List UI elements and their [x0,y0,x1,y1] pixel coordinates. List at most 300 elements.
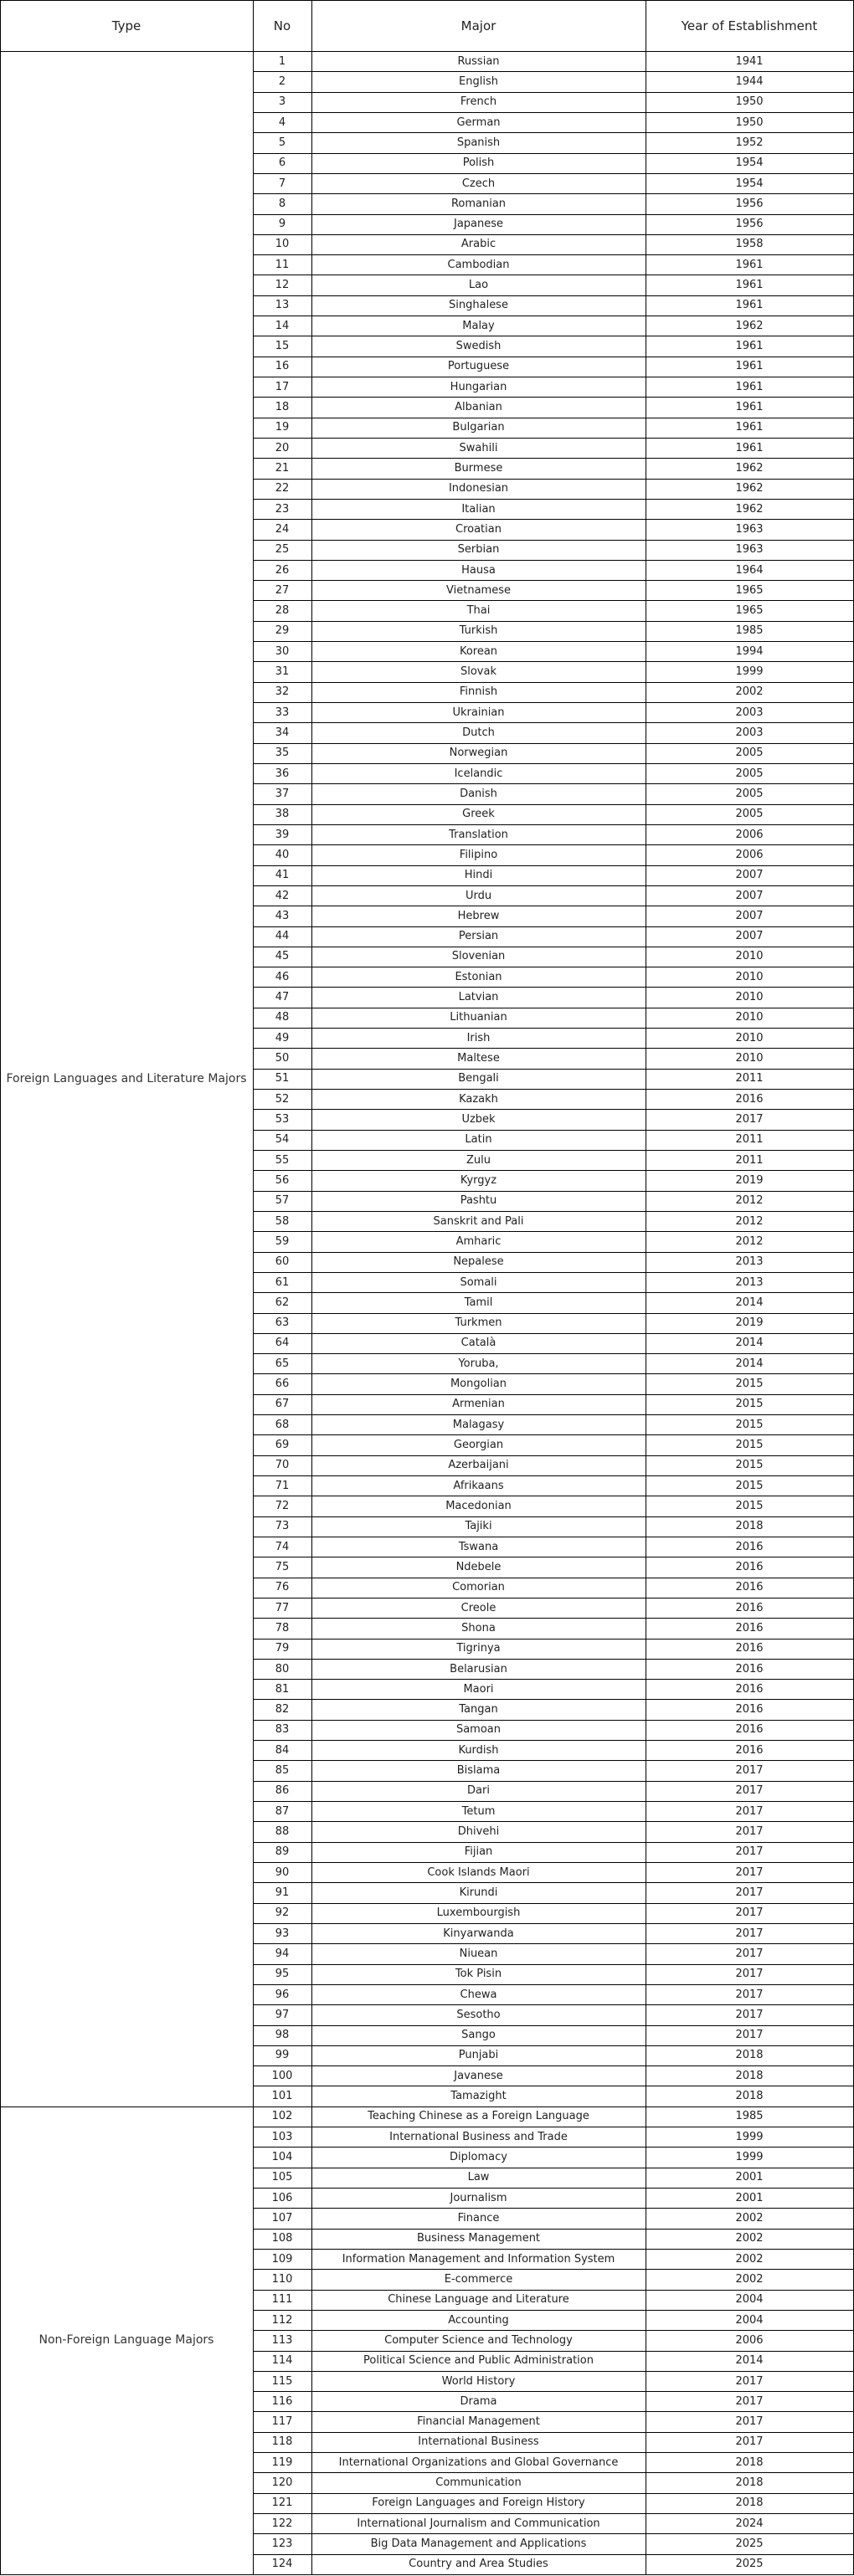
table-row [253,1191,853,1211]
cell-major: Creole [460,1601,496,1614]
row-divider [253,1252,854,1253]
cell-major: Polish [462,157,495,170]
cell-no: 22 [275,482,290,495]
cell-major: International Business [418,2435,539,2449]
cell-no: 55 [275,1153,290,1167]
cell-no: 8 [278,197,286,210]
cell-major: Comorian [452,1581,505,1594]
row-divider [253,1048,854,1049]
cell-major: Azerbaijani [448,1459,509,1472]
row-divider [253,1984,854,1985]
row-divider [253,1923,854,1924]
cell-year: 1962 [735,461,764,475]
row-divider [253,1882,854,1883]
column-divider [253,0,254,2575]
cell-no: 84 [275,1743,290,1757]
cell-major: Croatian [455,522,502,536]
cell-no: 63 [275,1316,290,1330]
cell-no: 109 [271,2252,293,2266]
row-divider [253,112,854,113]
table-row [253,458,853,478]
cell-no: 117 [271,2415,293,2429]
cell-year: 2016 [735,1642,764,1655]
cell-major: Chewa [460,1988,497,2001]
cell-year: 2017 [735,2435,764,2449]
table-row [253,2249,853,2269]
cell-no: 87 [275,1804,290,1818]
table-row [253,377,853,397]
row-divider [253,1943,854,1944]
cell-year: 1999 [735,2130,764,2143]
table-row [253,1598,853,1618]
row-divider [253,2452,854,2453]
cell-no: 114 [271,2354,293,2368]
cell-major: Turkish [459,624,498,638]
table-row [253,661,853,681]
cell-year: 2017 [735,1113,764,1126]
table-row [253,173,853,193]
row-divider [253,844,854,845]
cell-major: Japanese [453,218,504,231]
cell-no: 69 [275,1439,290,1452]
cell-no: 15 [275,340,290,353]
cell-year: 1962 [735,319,764,332]
cell-no: 89 [275,1845,290,1859]
cell-year: 2017 [735,2374,764,2388]
cell-major: Kinyarwanda [443,1927,514,1940]
cell-major: Tajiki [465,1520,492,1533]
cell-year: 1961 [735,299,764,312]
header-type: Type [111,18,141,33]
cell-year: 2025 [735,2558,764,2571]
cell-no: 59 [275,1234,290,1248]
row-divider [253,1781,854,1782]
row-divider [253,254,854,255]
cell-year: 1961 [735,380,764,393]
cell-major: Vietnamese [446,583,511,597]
cell-no: 85 [275,1764,290,1778]
cell-major: Tetum [461,1804,496,1818]
row-divider [253,560,854,561]
cell-no: 12 [275,279,290,292]
cell-major: Hungarian [450,380,507,393]
cell-no: 62 [275,1296,290,1309]
cell-year: 2015 [735,1479,764,1492]
cell-year: 2017 [735,1886,764,1899]
row-divider [253,1842,854,1843]
row-divider [253,1150,854,1151]
row-divider [253,1434,854,1435]
table-row [253,926,853,947]
row-divider [0,2106,854,2107]
cell-year: 2010 [735,970,764,983]
row-divider [253,743,854,744]
cell-year: 2007 [735,930,764,943]
row-divider [253,2351,854,2352]
cell-major: Estonian [455,970,502,983]
cell-year: 1965 [735,604,764,618]
cell-major: Sesotho [456,2008,501,2021]
table-row [253,1170,853,1190]
cell-no: 121 [271,2496,293,2510]
row-divider [253,2493,854,2494]
cell-no: 36 [275,767,290,780]
cell-no: 45 [275,950,290,963]
cell-year: 1961 [735,279,764,292]
row-divider [253,804,854,805]
cell-year: 2018 [735,2049,764,2062]
cell-no: 97 [275,2008,290,2021]
cell-no: 99 [275,2049,290,2062]
cell-no: 1 [278,54,286,68]
cell-major: Swahili [459,441,498,454]
row-divider [253,2432,854,2433]
table-row [253,1394,853,1414]
cell-year: 2017 [735,2008,764,2021]
cell-major: Kurdish [458,1743,499,1757]
row-divider [253,2004,854,2005]
cell-major: Political Science and Public Administration [363,2354,594,2368]
cell-major: Bislama [456,1764,501,1778]
table-row [253,1821,853,1841]
row-divider [253,722,854,723]
cell-year: 2010 [735,1052,764,1065]
table-row [253,1842,853,1862]
cell-year: 2017 [735,1784,764,1798]
table-row [253,763,853,783]
cell-year: 1956 [735,197,764,210]
table-row [253,2452,853,2472]
cell-major: Romanian [450,197,507,210]
cell-no: 95 [275,1968,290,1981]
row-divider [253,1455,854,1456]
cell-no: 75 [275,1560,290,1573]
cell-major: Drama [460,2394,497,2408]
cell-major: Dari [467,1784,490,1798]
cell-major: Finnish [459,685,498,699]
table-row [253,2004,853,2024]
table-row [253,743,853,763]
row-divider [253,1313,854,1314]
row-divider [253,2229,854,2230]
row-divider [253,2513,854,2514]
row-divider [253,600,854,601]
cell-no: 31 [275,665,290,679]
table-row [253,1639,853,1659]
table-row [253,540,853,560]
table-row [253,1801,853,1821]
row-divider [253,153,854,154]
table-row [253,1964,853,1984]
row-divider [253,1089,854,1090]
row-divider [253,1292,854,1293]
cell-year: 2005 [735,767,764,780]
cell-major: Portuguese [447,360,510,373]
cell-year: 2002 [735,2211,764,2224]
row-divider [253,214,854,215]
cell-major: Sango [461,2029,496,2042]
cell-year: 2017 [735,2394,764,2408]
cell-no: 91 [275,1886,290,1899]
table-row [253,1578,853,1598]
cell-year: 2002 [735,2232,764,2245]
cell-no: 120 [271,2476,293,2490]
cell-no: 33 [275,706,290,719]
cell-year: 2018 [735,2069,764,2082]
cell-year: 1956 [735,218,764,231]
cell-no: 50 [275,1052,290,1065]
cell-year: 2002 [735,2272,764,2286]
cell-no: 68 [275,1418,290,1431]
cell-major: Dhivehi [457,1825,500,1839]
cell-no: 34 [275,726,290,740]
row-divider [253,1679,854,1680]
table-row [253,1150,853,1170]
cell-year: 2002 [735,685,764,699]
row-divider [253,2554,854,2555]
row-divider [253,1272,854,1273]
row-divider [253,2065,854,2066]
cell-no: 9 [278,218,286,231]
cell-no: 82 [275,1703,290,1716]
cell-year: 1985 [735,2110,764,2123]
table-row [253,1069,853,1089]
cell-no: 37 [275,787,290,800]
cell-no: 20 [275,441,290,454]
row-divider [253,295,854,296]
table-row [253,1537,853,1557]
cell-year: 2015 [735,1459,764,1472]
table-row [253,1699,853,1719]
cell-major: Georgian [453,1439,504,1452]
table-row [253,1455,853,1475]
cell-major: Bengali [458,1072,499,1085]
table-row [253,1414,853,1434]
cell-major: Accounting [448,2313,509,2327]
row-divider [253,1659,854,1660]
row-divider [0,51,854,52]
row-divider [253,1231,854,1232]
cell-major: Maltese [457,1052,500,1065]
table-row [253,1943,853,1963]
row-divider [253,519,854,520]
cell-year: 2003 [735,726,764,740]
cell-year: 2017 [735,1804,764,1818]
table-row [253,1292,853,1312]
table-row [253,112,853,132]
cell-year: 2016 [735,1703,764,1716]
cell-year: 2016 [735,1723,764,1737]
cell-major: Cambodian [447,258,510,271]
cell-year: 2018 [735,1520,764,1533]
cell-year: 2019 [735,1173,764,1187]
table-row [253,1923,853,1943]
cell-major: Latin [465,1133,492,1147]
cell-no: 98 [275,2029,290,2042]
table-row [253,2391,853,2411]
table-row [253,336,853,356]
cell-major: English [459,74,498,88]
table-row [253,1211,853,1231]
cell-no: 100 [271,2069,293,2082]
cell-major: Serbian [457,543,500,557]
table-row [253,1353,853,1373]
cell-year: 2007 [735,909,764,922]
cell-no: 78 [275,1621,290,1634]
cell-major: Dutch [462,726,495,740]
cell-no: 101 [271,2090,293,2103]
cell-no: 23 [275,502,290,516]
cell-year: 2005 [735,787,764,800]
row-divider [253,2269,854,2270]
cell-year: 2025 [735,2538,764,2551]
cell-major: Computer Science and Technology [384,2333,573,2347]
cell-major: Belarusian [450,1662,507,1675]
cell-no: 74 [275,1540,290,1553]
table-row [253,418,853,438]
cell-major: Information Management and Information System [342,2252,615,2266]
cell-year: 2016 [735,1092,764,1106]
cell-major: Zulu [466,1153,491,1167]
table-row [253,967,853,987]
row-divider [253,1699,854,1700]
cell-year: 1999 [735,2151,764,2164]
table-row [253,1373,853,1393]
cell-year: 1963 [735,543,764,557]
row-divider [253,2310,854,2311]
row-divider [253,2188,854,2189]
table-row [253,2290,853,2310]
cell-major: Country and Area Studies [409,2558,548,2571]
table-row [253,153,853,173]
cell-year: 1954 [735,157,764,170]
cell-major: Spanish [456,136,501,149]
row-divider [253,1353,854,1354]
cell-major: Foreign Languages and Foreign History [372,2496,585,2510]
cell-no: 115 [271,2374,293,2388]
cell-major: Latvian [458,991,499,1004]
cell-major: French [460,95,497,109]
table-row [253,2269,853,2289]
row-divider [253,397,854,398]
cell-no: 81 [275,1682,290,1696]
cell-major: Malay [462,319,495,332]
cell-major: Malagasy [452,1418,505,1431]
type-group-cell: Non-Foreign Language Majors [39,2333,214,2348]
header-year: Year of Establishment [681,18,818,33]
table-row [253,2432,853,2452]
cell-no: 57 [275,1194,290,1208]
cell-year: 2017 [735,1906,764,1920]
cell-year: 2017 [735,1947,764,1960]
table-row [253,1720,853,1740]
table-row [253,193,853,213]
cell-year: 2018 [735,2455,764,2469]
cell-major: Danish [460,787,497,800]
row-divider [253,1191,854,1192]
cell-year: 2012 [735,1214,764,1228]
table-row [253,275,853,295]
cell-year: 2007 [735,869,764,882]
cell-no: 116 [271,2394,293,2408]
cell-major: Ukrainian [452,706,505,719]
row-divider [253,438,854,439]
cell-no: 28 [275,604,290,618]
row-divider [253,865,854,866]
cell-major: Mongolian [450,1378,507,1391]
cell-major: Català [460,1337,496,1350]
table-row [253,1557,853,1577]
table-row [253,254,853,275]
table-row [253,2330,853,2350]
row-divider [253,1964,854,1965]
row-divider [253,1618,854,1619]
cell-major: Punjabi [458,2049,499,2062]
table-row [253,1130,853,1150]
cell-no: 64 [275,1337,290,1350]
row-divider [253,92,854,93]
cell-major: Afrikaans [453,1479,504,1492]
row-divider [253,173,854,174]
table-row [253,783,853,803]
cell-no: 113 [271,2333,293,2347]
cell-no: 43 [275,909,290,922]
table-row [253,1434,853,1455]
cell-no: 106 [271,2191,293,2204]
cell-major: Ndebele [455,1560,502,1573]
table-row [253,682,853,702]
table-row [253,1740,853,1760]
cell-major: Slovenian [451,950,506,963]
table-row [253,295,853,316]
cell-no: 112 [271,2313,293,2327]
table-row [253,2168,853,2188]
table-row [253,1903,853,1923]
cell-year: 2001 [735,2171,764,2184]
cell-major: International Journalism and Communication [357,2517,600,2530]
table-row [253,2554,853,2574]
table-row [253,1781,853,1801]
cell-no: 123 [271,2538,293,2551]
cell-no: 110 [271,2272,293,2286]
row-divider [253,2330,854,2331]
cell-major: Yoruba, [458,1357,499,1370]
cell-year: 2010 [735,1031,764,1044]
cell-no: 67 [275,1398,290,1411]
cell-year: 2017 [735,1845,764,1859]
row-divider [253,499,854,500]
table-row [253,2472,853,2492]
cell-major: Lithuanian [450,1011,507,1024]
cell-major: Tamil [464,1296,493,1309]
table-row [253,2188,853,2208]
table-row [253,1659,853,1679]
cell-no: 124 [271,2558,293,2571]
cell-major: Cook Islands Maori [427,1865,530,1879]
cell-major: Tswana [458,1540,499,1553]
row-divider [253,2249,854,2250]
cell-major: Business Management [416,2232,541,2245]
cell-year: 2005 [735,747,764,760]
cell-no: 48 [275,1011,290,1024]
table-row [253,1109,853,1129]
cell-no: 71 [275,1479,290,1492]
table-row [253,1252,853,1272]
column-divider [311,0,312,2575]
cell-no: 83 [275,1723,290,1737]
cell-no: 13 [275,299,290,312]
cell-major: Finance [457,2211,500,2224]
